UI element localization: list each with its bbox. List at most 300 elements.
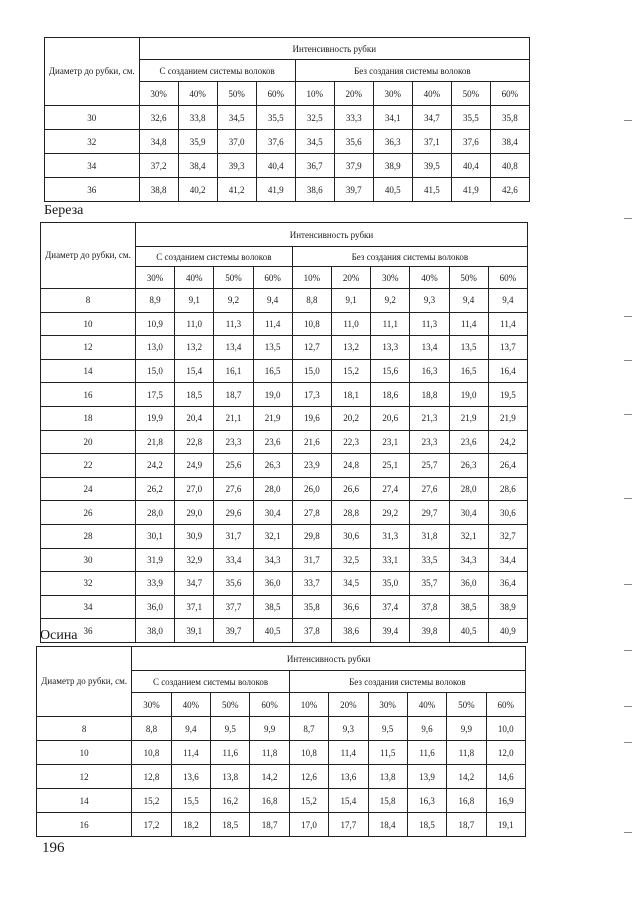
percent-header: 60% [250, 693, 289, 717]
value-cell: 13,4 [410, 336, 449, 360]
value-cell: 37,0 [217, 130, 256, 154]
value-cell: 18,4 [368, 813, 407, 837]
value-cell: 31,7 [214, 524, 253, 548]
value-cell: 30,1 [135, 524, 174, 548]
value-cell: 21,9 [449, 406, 488, 430]
value-cell: 11,8 [447, 741, 486, 765]
value-cell: 23,9 [292, 454, 331, 478]
percent-header: 40% [178, 82, 217, 106]
percent-header: 50% [214, 267, 253, 289]
table-row [41, 548, 528, 572]
value-cell: 40,5 [449, 619, 488, 643]
diameter-cell: 14 [37, 789, 132, 813]
value-cell: 28,0 [253, 477, 292, 501]
percent-header: 60% [488, 267, 527, 289]
value-cell: 41,2 [217, 178, 256, 202]
value-cell: 34,7 [412, 106, 451, 130]
value-cell: 23,1 [371, 430, 410, 454]
value-cell: 26,3 [449, 454, 488, 478]
value-cell: 26,6 [331, 477, 370, 501]
value-cell: 16,3 [407, 789, 446, 813]
percent-header: 60% [490, 82, 529, 106]
value-cell: 32,1 [253, 524, 292, 548]
percent-header: 50% [451, 82, 490, 106]
percent-header: 40% [410, 267, 449, 289]
value-cell: 30,6 [331, 524, 370, 548]
value-cell: 28,0 [135, 501, 174, 525]
percent-header: 30% [373, 82, 412, 106]
value-cell: 28,8 [331, 501, 370, 525]
value-cell: 17,5 [135, 383, 174, 407]
value-cell: 13,5 [253, 336, 292, 360]
value-cell: 13,5 [449, 336, 488, 360]
table-continued [44, 37, 530, 202]
value-cell: 35,5 [256, 106, 295, 130]
value-cell: 33,7 [292, 572, 331, 596]
diameter-cell: 20 [41, 430, 136, 454]
value-cell: 9,4 [488, 289, 527, 313]
value-cell: 36,3 [373, 130, 412, 154]
value-cell: 39,7 [334, 178, 373, 202]
value-cell: 37,8 [292, 619, 331, 643]
diameter-cell: 12 [37, 765, 132, 789]
value-cell: 27,6 [214, 477, 253, 501]
value-cell: 33,4 [214, 548, 253, 572]
value-cell: 12,8 [132, 765, 171, 789]
value-cell: 38,8 [139, 178, 178, 202]
value-cell: 11,4 [488, 312, 527, 336]
value-cell: 25,7 [410, 454, 449, 478]
intensity-header: Интенсивность рубки [135, 223, 527, 247]
value-cell: 34,3 [449, 548, 488, 572]
value-cell: 18,6 [371, 383, 410, 407]
value-cell: 32,9 [175, 548, 214, 572]
value-cell: 36,0 [135, 595, 174, 619]
value-cell: 15,6 [371, 359, 410, 383]
value-cell: 21,1 [214, 406, 253, 430]
value-cell: 13,6 [329, 765, 368, 789]
diameter-cell: 8 [37, 717, 132, 741]
value-cell: 18,2 [171, 813, 210, 837]
value-cell: 9,3 [410, 289, 449, 313]
table-row [41, 430, 528, 454]
diameter-cell: 16 [41, 383, 136, 407]
value-cell: 15,0 [292, 359, 331, 383]
value-cell: 31,3 [371, 524, 410, 548]
header-row [45, 38, 530, 60]
value-cell: 26,4 [488, 454, 527, 478]
percent-header: 10% [295, 82, 334, 106]
diameter-header: Диаметр до рубки, см. [37, 647, 132, 717]
value-cell: 34,3 [253, 548, 292, 572]
value-cell: 8,9 [135, 289, 174, 313]
value-cell: 30,4 [253, 501, 292, 525]
value-cell: 9,2 [214, 289, 253, 313]
diameter-cell: 10 [41, 312, 136, 336]
value-cell: 23,3 [214, 430, 253, 454]
table-row [37, 789, 526, 813]
table-row [41, 477, 528, 501]
value-cell: 12,6 [289, 765, 328, 789]
value-cell: 16,1 [214, 359, 253, 383]
value-cell: 20,2 [331, 406, 370, 430]
value-cell: 13,3 [371, 336, 410, 360]
value-cell: 26,3 [253, 454, 292, 478]
value-cell: 16,5 [449, 359, 488, 383]
without-system-header: Без создания системы волоков [292, 247, 527, 267]
value-cell: 35,5 [451, 106, 490, 130]
diameter-cell: 24 [41, 477, 136, 501]
diameter-cell: 16 [37, 813, 132, 837]
value-cell: 23,3 [410, 430, 449, 454]
value-cell: 24,2 [135, 454, 174, 478]
value-cell: 11,8 [250, 741, 289, 765]
value-cell: 11,4 [253, 312, 292, 336]
value-cell: 11,1 [371, 312, 410, 336]
value-cell: 18,7 [447, 813, 486, 837]
value-cell: 16,3 [410, 359, 449, 383]
value-cell: 11,6 [211, 741, 250, 765]
table-row [41, 524, 528, 548]
value-cell: 18,7 [214, 383, 253, 407]
value-cell: 9,1 [175, 289, 214, 313]
value-cell: 28,6 [488, 477, 527, 501]
value-cell: 29,8 [292, 524, 331, 548]
value-cell: 29,0 [175, 501, 214, 525]
percent-header: 60% [256, 82, 295, 106]
table-row [41, 454, 528, 478]
percent-header: 20% [329, 693, 368, 717]
value-cell: 41,5 [412, 178, 451, 202]
percent-header: 50% [447, 693, 486, 717]
value-cell: 17,7 [329, 813, 368, 837]
value-cell: 38,9 [488, 595, 527, 619]
value-cell: 15,2 [289, 789, 328, 813]
value-cell: 34,7 [175, 572, 214, 596]
value-cell: 18,8 [410, 383, 449, 407]
diameter-cell: 8 [41, 289, 136, 313]
table-osina [36, 646, 526, 837]
value-cell: 40,2 [178, 178, 217, 202]
value-cell: 19,9 [135, 406, 174, 430]
value-cell: 15,2 [331, 359, 370, 383]
value-cell: 14,2 [447, 765, 486, 789]
value-cell: 41,9 [256, 178, 295, 202]
value-cell: 21,3 [410, 406, 449, 430]
value-cell: 30,4 [449, 501, 488, 525]
header-row [41, 223, 528, 247]
diameter-cell: 26 [41, 501, 136, 525]
value-cell: 18,5 [175, 383, 214, 407]
value-cell: 32,7 [488, 524, 527, 548]
value-cell: 11,0 [175, 312, 214, 336]
percent-header: 50% [217, 82, 256, 106]
value-cell: 14,6 [486, 765, 525, 789]
value-cell: 31,7 [292, 548, 331, 572]
value-cell: 11,4 [329, 741, 368, 765]
value-cell: 34,8 [139, 130, 178, 154]
value-cell: 20,6 [371, 406, 410, 430]
diameter-cell: 30 [45, 106, 140, 130]
value-cell: 32,5 [295, 106, 334, 130]
value-cell: 13,2 [175, 336, 214, 360]
value-cell: 16,5 [253, 359, 292, 383]
value-cell: 8,7 [289, 717, 328, 741]
value-cell: 32,5 [331, 548, 370, 572]
value-cell: 26,0 [292, 477, 331, 501]
diameter-cell: 30 [41, 548, 136, 572]
value-cell: 33,1 [371, 548, 410, 572]
percent-header: 30% [368, 693, 407, 717]
table-row [37, 813, 526, 837]
value-cell: 11,4 [449, 312, 488, 336]
value-cell: 8,8 [292, 289, 331, 313]
with-system-header: С созданием системы волоков [132, 671, 289, 693]
value-cell: 16,2 [211, 789, 250, 813]
value-cell: 13,7 [488, 336, 527, 360]
value-cell: 26,2 [135, 477, 174, 501]
value-cell: 35,6 [214, 572, 253, 596]
value-cell: 16,9 [486, 789, 525, 813]
value-cell: 24,8 [331, 454, 370, 478]
percent-header: 30% [132, 693, 171, 717]
section-title-bereza: Береза [44, 203, 84, 218]
value-cell: 12,0 [486, 741, 525, 765]
value-cell: 35,6 [334, 130, 373, 154]
value-cell: 34,1 [373, 106, 412, 130]
diameter-header: Диаметр до рубки, см. [45, 38, 140, 106]
table-row [41, 595, 528, 619]
value-cell: 32,6 [139, 106, 178, 130]
value-cell: 11,3 [214, 312, 253, 336]
without-system-header: Без создания системы волоков [295, 60, 529, 82]
value-cell: 39,3 [217, 154, 256, 178]
value-cell: 21,9 [488, 406, 527, 430]
value-cell: 30,6 [488, 501, 527, 525]
value-cell: 39,8 [410, 619, 449, 643]
value-cell: 38,6 [295, 178, 334, 202]
table-row [37, 765, 526, 789]
percent-header: 40% [175, 267, 214, 289]
value-cell: 19,1 [486, 813, 525, 837]
value-cell: 38,5 [253, 595, 292, 619]
value-cell: 16,8 [250, 789, 289, 813]
value-cell: 12,7 [292, 336, 331, 360]
value-cell: 9,2 [371, 289, 410, 313]
value-cell: 35,8 [490, 106, 529, 130]
value-cell: 38,9 [373, 154, 412, 178]
table-row [45, 154, 530, 178]
value-cell: 10,8 [132, 741, 171, 765]
value-cell: 34,5 [295, 130, 334, 154]
value-cell: 13,9 [407, 765, 446, 789]
page-number: 196 [42, 840, 65, 856]
percent-header: 30% [139, 82, 178, 106]
value-cell: 36,6 [331, 595, 370, 619]
table-row [41, 572, 528, 596]
diameter-cell: 34 [41, 595, 136, 619]
value-cell: 39,7 [214, 619, 253, 643]
diameter-header: Диаметр до рубки, см. [41, 223, 136, 289]
value-cell: 36,0 [253, 572, 292, 596]
value-cell: 15,4 [175, 359, 214, 383]
value-cell: 11,3 [410, 312, 449, 336]
value-cell: 15,0 [135, 359, 174, 383]
percent-header: 10% [289, 693, 328, 717]
table-row [41, 289, 528, 313]
value-cell: 9,9 [447, 717, 486, 741]
value-cell: 22,8 [175, 430, 214, 454]
value-cell: 36,7 [295, 154, 334, 178]
value-cell: 10,0 [486, 717, 525, 741]
value-cell: 13,8 [368, 765, 407, 789]
value-cell: 27,8 [292, 501, 331, 525]
value-cell: 14,2 [250, 765, 289, 789]
value-cell: 16,4 [488, 359, 527, 383]
value-cell: 19,5 [488, 383, 527, 407]
value-cell: 33,3 [334, 106, 373, 130]
diameter-cell: 36 [45, 178, 140, 202]
diameter-cell: 32 [41, 572, 136, 596]
diameter-cell: 10 [37, 741, 132, 765]
value-cell: 27,4 [371, 477, 410, 501]
table-row [41, 312, 528, 336]
value-cell: 11,6 [407, 741, 446, 765]
value-cell: 15,4 [329, 789, 368, 813]
value-cell: 37,2 [139, 154, 178, 178]
value-cell: 37,1 [175, 595, 214, 619]
percent-header: 20% [331, 267, 370, 289]
value-cell: 35,9 [178, 130, 217, 154]
percent-header: 60% [486, 693, 525, 717]
value-cell: 11,5 [368, 741, 407, 765]
value-cell: 39,1 [175, 619, 214, 643]
percent-header: 30% [371, 267, 410, 289]
diameter-cell: 18 [41, 406, 136, 430]
value-cell: 33,8 [178, 106, 217, 130]
value-cell: 19,0 [449, 383, 488, 407]
value-cell: 23,6 [253, 430, 292, 454]
value-cell: 40,4 [451, 154, 490, 178]
value-cell: 30,9 [175, 524, 214, 548]
value-cell: 29,2 [371, 501, 410, 525]
value-cell: 16,8 [447, 789, 486, 813]
value-cell: 21,8 [135, 430, 174, 454]
value-cell: 36,0 [449, 572, 488, 596]
value-cell: 9,4 [171, 717, 210, 741]
without-system-header: Без создания системы волоков [289, 671, 525, 693]
value-cell: 8,8 [132, 717, 171, 741]
diameter-cell: 32 [45, 130, 140, 154]
value-cell: 15,8 [368, 789, 407, 813]
value-cell: 11,0 [331, 312, 370, 336]
table-row [41, 619, 528, 643]
value-cell: 34,5 [217, 106, 256, 130]
value-cell: 40,4 [256, 154, 295, 178]
value-cell: 17,3 [292, 383, 331, 407]
value-cell: 31,9 [135, 548, 174, 572]
value-cell: 25,6 [214, 454, 253, 478]
percent-header: 40% [407, 693, 446, 717]
value-cell: 10,8 [289, 741, 328, 765]
value-cell: 21,9 [253, 406, 292, 430]
value-cell: 9,6 [407, 717, 446, 741]
value-cell: 35,0 [371, 572, 410, 596]
intensity-header: Интенсивность рубки [132, 647, 526, 671]
with-system-header: С созданием системы волоков [139, 60, 295, 82]
value-cell: 18,5 [211, 813, 250, 837]
value-cell: 15,2 [132, 789, 171, 813]
value-cell: 41,9 [451, 178, 490, 202]
percent-header: 50% [211, 693, 250, 717]
value-cell: 9,4 [253, 289, 292, 313]
table-row [41, 336, 528, 360]
percent-header: 40% [171, 693, 210, 717]
value-cell: 38,0 [135, 619, 174, 643]
value-cell: 32,1 [449, 524, 488, 548]
value-cell: 18,1 [331, 383, 370, 407]
table-row [45, 106, 530, 130]
value-cell: 17,0 [289, 813, 328, 837]
value-cell: 18,7 [250, 813, 289, 837]
value-cell: 37,9 [334, 154, 373, 178]
value-cell: 13,2 [331, 336, 370, 360]
value-cell: 17,2 [132, 813, 171, 837]
diameter-cell: 34 [45, 154, 140, 178]
table-bereza [40, 222, 528, 643]
value-cell: 9,4 [449, 289, 488, 313]
diameter-cell: 22 [41, 454, 136, 478]
value-cell: 31,8 [410, 524, 449, 548]
value-cell: 37,1 [412, 130, 451, 154]
value-cell: 40,9 [488, 619, 527, 643]
value-cell: 37,4 [371, 595, 410, 619]
value-cell: 23,6 [449, 430, 488, 454]
value-cell: 37,6 [451, 130, 490, 154]
diameter-cell: 36 [41, 619, 136, 643]
value-cell: 13,0 [135, 336, 174, 360]
table-row [45, 178, 530, 202]
value-cell: 40,5 [253, 619, 292, 643]
diameter-cell: 14 [41, 359, 136, 383]
value-cell: 38,4 [178, 154, 217, 178]
value-cell: 10,8 [292, 312, 331, 336]
value-cell: 29,7 [410, 501, 449, 525]
table-row [41, 406, 528, 430]
value-cell: 13,6 [171, 765, 210, 789]
percent-header: 50% [449, 267, 488, 289]
value-cell: 24,9 [175, 454, 214, 478]
value-cell: 27,0 [175, 477, 214, 501]
section-title-osina: Осина [40, 628, 78, 643]
value-cell: 9,9 [250, 717, 289, 741]
diameter-cell: 12 [41, 336, 136, 360]
value-cell: 20,4 [175, 406, 214, 430]
value-cell: 18,5 [407, 813, 446, 837]
value-cell: 40,5 [373, 178, 412, 202]
value-cell: 9,5 [368, 717, 407, 741]
table-row [37, 717, 526, 741]
value-cell: 36,4 [488, 572, 527, 596]
value-cell: 33,5 [410, 548, 449, 572]
percent-header: 10% [292, 267, 331, 289]
value-cell: 42,6 [490, 178, 529, 202]
value-cell: 35,8 [292, 595, 331, 619]
value-cell: 38,4 [490, 130, 529, 154]
value-cell: 19,0 [253, 383, 292, 407]
table-row [37, 741, 526, 765]
value-cell: 9,5 [211, 717, 250, 741]
